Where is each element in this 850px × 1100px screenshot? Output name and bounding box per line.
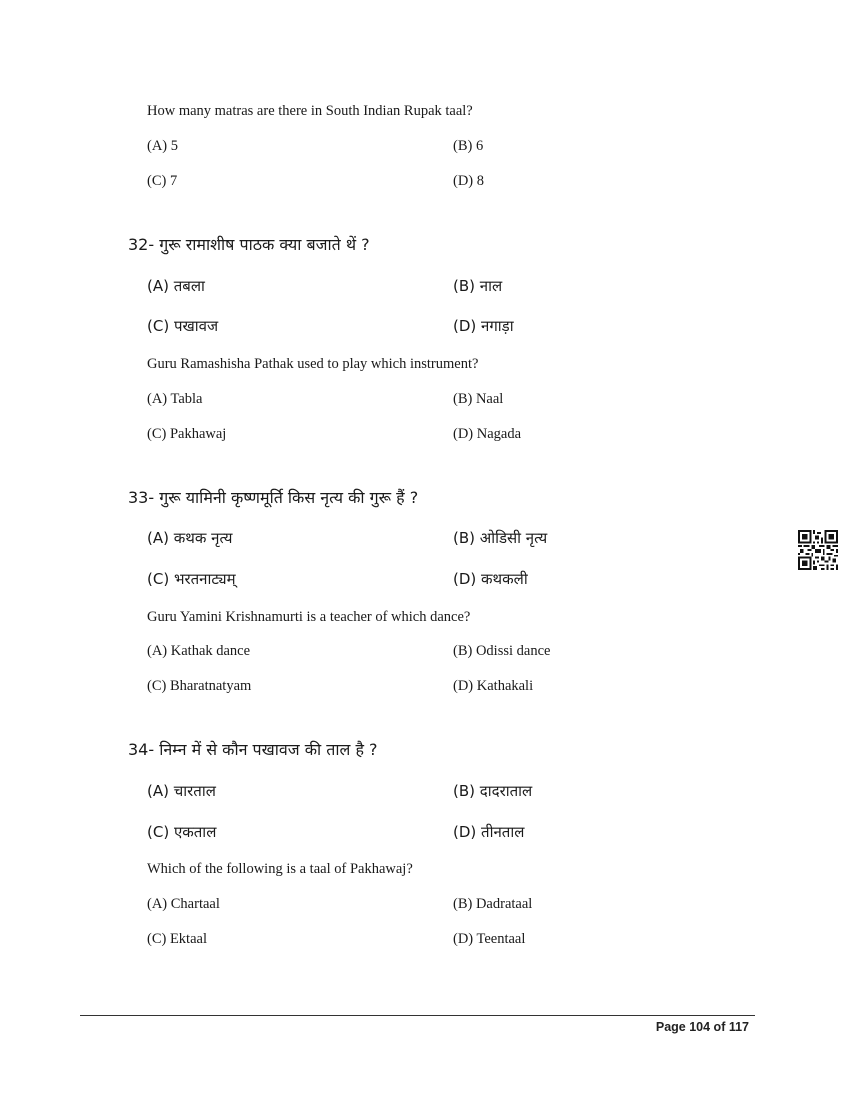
q33-option-c-hi: (C) भरतनाट्यम् xyxy=(147,570,236,588)
q32-option-d-hi: (D) नगाड़ा xyxy=(453,317,514,335)
q32-option-b-en: (B) Naal xyxy=(453,391,504,407)
q34-option-c-en: (C) Ektaal xyxy=(147,931,207,947)
q34-text-en: Which of the following is a taal of Pakhawaj? xyxy=(147,861,413,877)
q32-option-d-en: (D) Nagada xyxy=(453,426,522,442)
q33-option-b-en: (B) Odissi dance xyxy=(453,643,551,659)
q34-option-a-hi: (A) चारताल xyxy=(147,782,216,800)
q32-option-c-hi: (C) पखावज xyxy=(147,317,219,335)
q33-option-a-en: (A) Kathak dance xyxy=(147,643,251,659)
footer-divider xyxy=(80,1015,755,1016)
q33-text-hi: 33- गुरू यामिनी कृष्णमूर्ति किस नृत्य की गुरू हैं ? xyxy=(128,488,419,507)
q33-option-b-hi: (B) ओडिसी नृत्य xyxy=(453,529,548,547)
page-number: Page 104 of 117 xyxy=(655,1020,749,1034)
q34-option-d-en: (D) Teentaal xyxy=(453,931,526,947)
q32-text-hi: 32- गुरू रामाशीष पाठक क्या बजाते थें ? xyxy=(128,235,370,254)
q32-option-c-en: (C) Pakhawaj xyxy=(147,426,227,442)
q31-option-d-en: (D) 8 xyxy=(453,173,485,189)
q31-option-c-en: (C) 7 xyxy=(147,173,178,189)
q32-option-a-hi: (A) तबला xyxy=(147,277,205,295)
qr-code-icon xyxy=(798,530,838,570)
q33-option-c-en: (C) Bharatnatyam xyxy=(147,678,252,694)
q34-option-b-hi: (B) दादराताल xyxy=(453,782,533,800)
q33-option-d-hi: (D) कथकली xyxy=(453,570,528,588)
q33-option-a-hi: (A) कथक नृत्य xyxy=(147,529,233,547)
q31-option-a-en: (A) 5 xyxy=(147,138,179,154)
q32-text-en: Guru Ramashisha Pathak used to play which instrument? xyxy=(147,356,479,372)
q31-option-b-en: (B) 6 xyxy=(453,138,484,154)
q34-text-hi: 34- निम्न में से कौन पखावज की ताल है ? xyxy=(128,740,378,759)
q34-option-d-hi: (D) तीनताल xyxy=(453,823,525,841)
q31-text-en: How many matras are there in South Indian Rupak taal? xyxy=(147,103,473,119)
q32-option-a-en: (A) Tabla xyxy=(147,391,203,407)
q34-option-b-en: (B) Dadrataal xyxy=(453,896,533,912)
q33-option-d-en: (D) Kathakali xyxy=(453,678,534,694)
q34-option-c-hi: (C) एकताल xyxy=(147,823,217,841)
q33-text-en: Guru Yamini Krishnamurti is a teacher of which dance? xyxy=(147,609,471,625)
q34-option-a-en: (A) Chartaal xyxy=(147,896,220,912)
q32-option-b-hi: (B) नाल xyxy=(453,277,503,295)
